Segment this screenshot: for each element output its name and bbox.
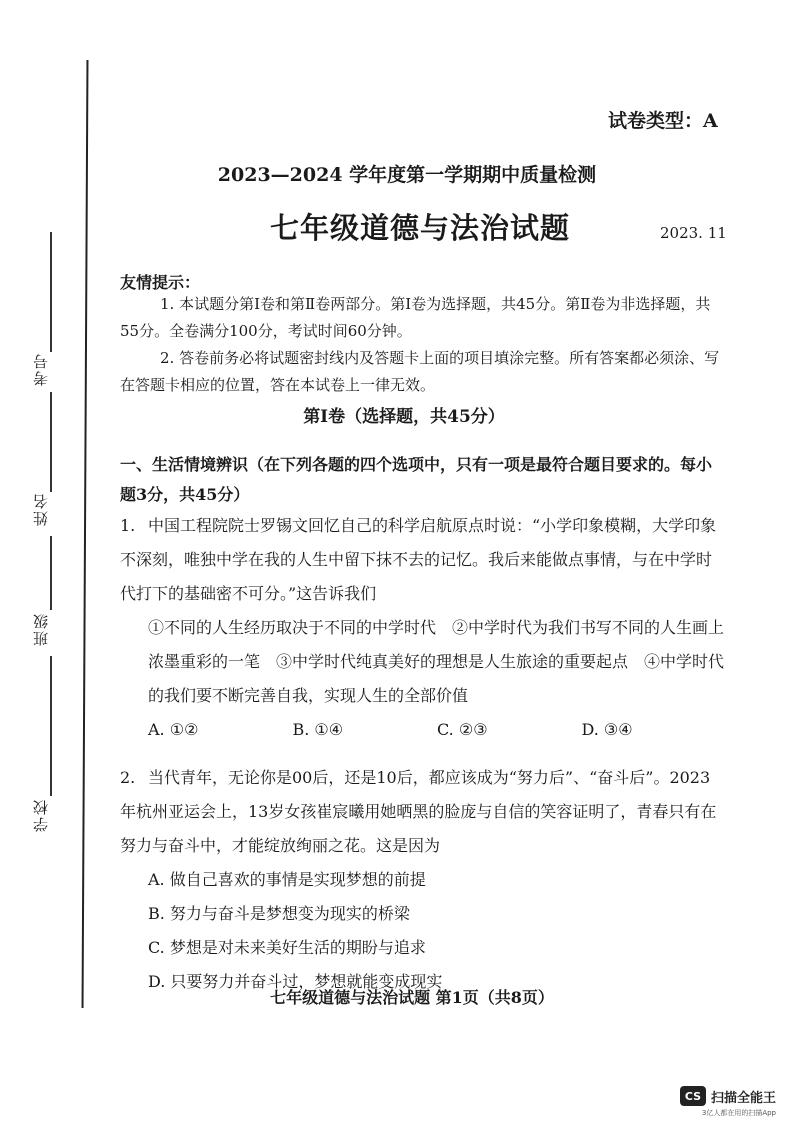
- exam-no-line: [50, 232, 52, 352]
- question-text: 当代青年，无论你是00后，还是10后，都应该成为“努力后”、“奋斗后”。2023年杭州亚运会上，13岁女孩崔宸曦用她晒黑的脸庞与自信的笑容证明了，青春只有在努力与奋斗中，才能绽放绚丽之花。这是因为: [120, 768, 717, 855]
- tips-title: 友情提示：: [120, 273, 201, 292]
- exam-date: 2023. 11: [660, 224, 727, 242]
- question-statements: ①不同的人生经历取决于不同的中学时代 ②中学时代为我们书写不同的人生画上浓墨重彩的一笔 ③中学时代纯真美好的理想是人生旅途的重要起点 ④中学时代的我们要不断完善自我，实现人生的全部价值: [148, 618, 725, 705]
- question-1: [120, 509, 726, 747]
- watermark-name: 扫描全能王: [710, 1090, 776, 1106]
- name-label: 姓名: [32, 492, 50, 526]
- option-b[interactable]: B. ①④: [292, 720, 344, 739]
- school-line: [50, 656, 52, 796]
- part-heading: 一、生活情境辨识（在下列各题的四个选项中，只有一项是最符合题目要求的。每小题3分，共45分）: [120, 455, 713, 504]
- scanner-watermark: [680, 1086, 776, 1106]
- question-stem: [120, 509, 726, 611]
- option-c[interactable]: C. ②③: [437, 720, 488, 739]
- section-title: 第Ⅰ卷（选择题，共45分）: [303, 407, 505, 427]
- question-text: 中国工程院院士罗锡文回忆自己的科学启航原点时说：“小学印象模糊，大学印象不深刻，唯独中学在我的人生中留下抹不去的记忆。我后来能做点事情，与在中学时代打下的基础密不可分。”这告诉我们: [120, 516, 717, 603]
- page-footer: 七年级道德与法治试题 第1页（共8页）: [270, 988, 554, 1007]
- option-d[interactable]: D. ③④: [581, 720, 633, 739]
- exam-title: 七年级道德与法治试题: [270, 211, 571, 245]
- exam-subtitle: 2023—2024 学年度第一学期期中质量检测: [217, 164, 597, 186]
- tip-item: [120, 345, 726, 399]
- question-number: 1.: [120, 516, 136, 535]
- exam-no-label: 考号: [32, 352, 50, 386]
- camscanner-logo-icon: CS: [680, 1086, 706, 1106]
- question-options: [120, 713, 726, 747]
- option-a[interactable]: A. 做自己喜欢的事情是实现梦想的前提: [148, 870, 426, 889]
- question-stem: [120, 761, 726, 863]
- watermark-subtitle: 3亿人都在用的扫描App: [701, 1109, 776, 1117]
- exam-type: 试卷类型：A: [608, 110, 718, 132]
- class-line-upper: [50, 536, 52, 610]
- class-label: 班级: [32, 612, 50, 646]
- option-d[interactable]: D. 只要努力并奋斗过，梦想就能变成现实: [148, 972, 443, 991]
- question-2: [120, 761, 726, 999]
- tip-item: [120, 291, 726, 345]
- question-number: 2.: [120, 768, 136, 787]
- tip-text: 2. 答卷前务必将试题密封线内及答题卡上面的项目填涂完整。所有答案都必须涂、写在答题卡相应的位置，答在本试卷上一律无效。: [120, 349, 720, 394]
- option-a[interactable]: A. ①②: [148, 720, 199, 739]
- binding-line: [82, 60, 89, 1008]
- school-label: 学校: [32, 798, 50, 832]
- tip-text: 1. 本试题分第Ⅰ卷和第Ⅱ卷两部分。第Ⅰ卷为选择题，共45分。第Ⅱ卷为非选择题，共55分。全卷满分100分，考试时间60分钟。: [120, 295, 711, 340]
- option-c[interactable]: C. 梦想是对未来美好生活的期盼与追求: [148, 938, 426, 957]
- option-b[interactable]: B. 努力与奋斗是梦想变为现实的桥梁: [148, 904, 410, 923]
